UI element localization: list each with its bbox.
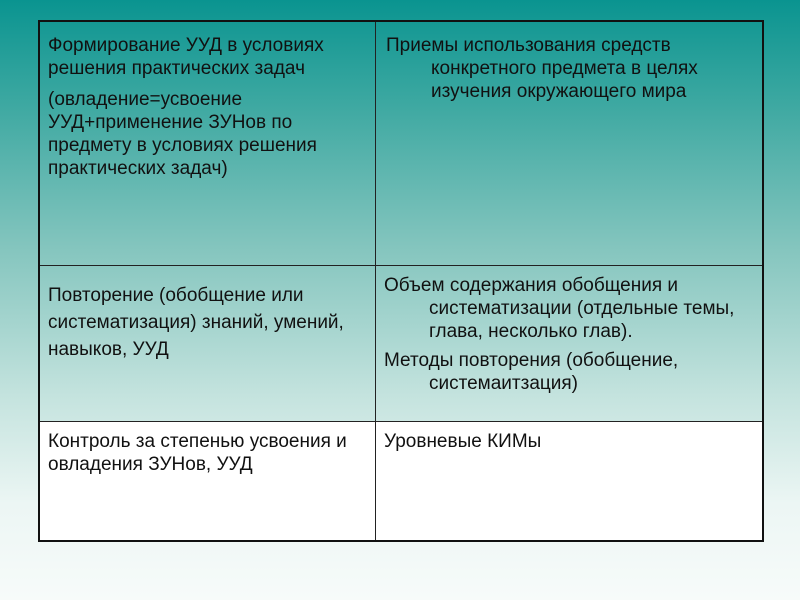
table-row-control <box>40 422 762 540</box>
table-cell-right <box>376 422 762 540</box>
cell-text: Повторение (обобщение или систематизация) знаний, умений, навыков, УУД <box>48 285 344 360</box>
content-table <box>38 20 764 542</box>
table-cell-right <box>376 266 762 421</box>
table-cell-left <box>40 22 376 265</box>
cell-text: Методы повторения (обобщение, системаитзация) <box>384 350 679 394</box>
cell-text: Контроль за степенью усвоения и овладения ЗУНов, УУД <box>48 431 347 475</box>
cell-text: (овладение=усвоение УУД+применение ЗУНов по предмету в условиях решения практических задач) <box>48 89 317 179</box>
table-row-repetition <box>40 266 762 422</box>
cell-text: Объем содержания обобщения и систематизации (отдельные темы, глава, несколько глав). <box>384 275 735 342</box>
table-cell-left <box>40 422 376 540</box>
table-row-uud-formation <box>40 22 762 266</box>
cell-text: Уровневые КИМы <box>384 431 542 452</box>
table-cell-left <box>40 266 376 421</box>
cell-text: Формирование УУД в условиях решения практических задач <box>48 35 324 79</box>
table-cell-right <box>376 22 762 265</box>
cell-text: Приемы использования средств конкретного предмета в целях изучения окружающего мира <box>386 35 698 102</box>
